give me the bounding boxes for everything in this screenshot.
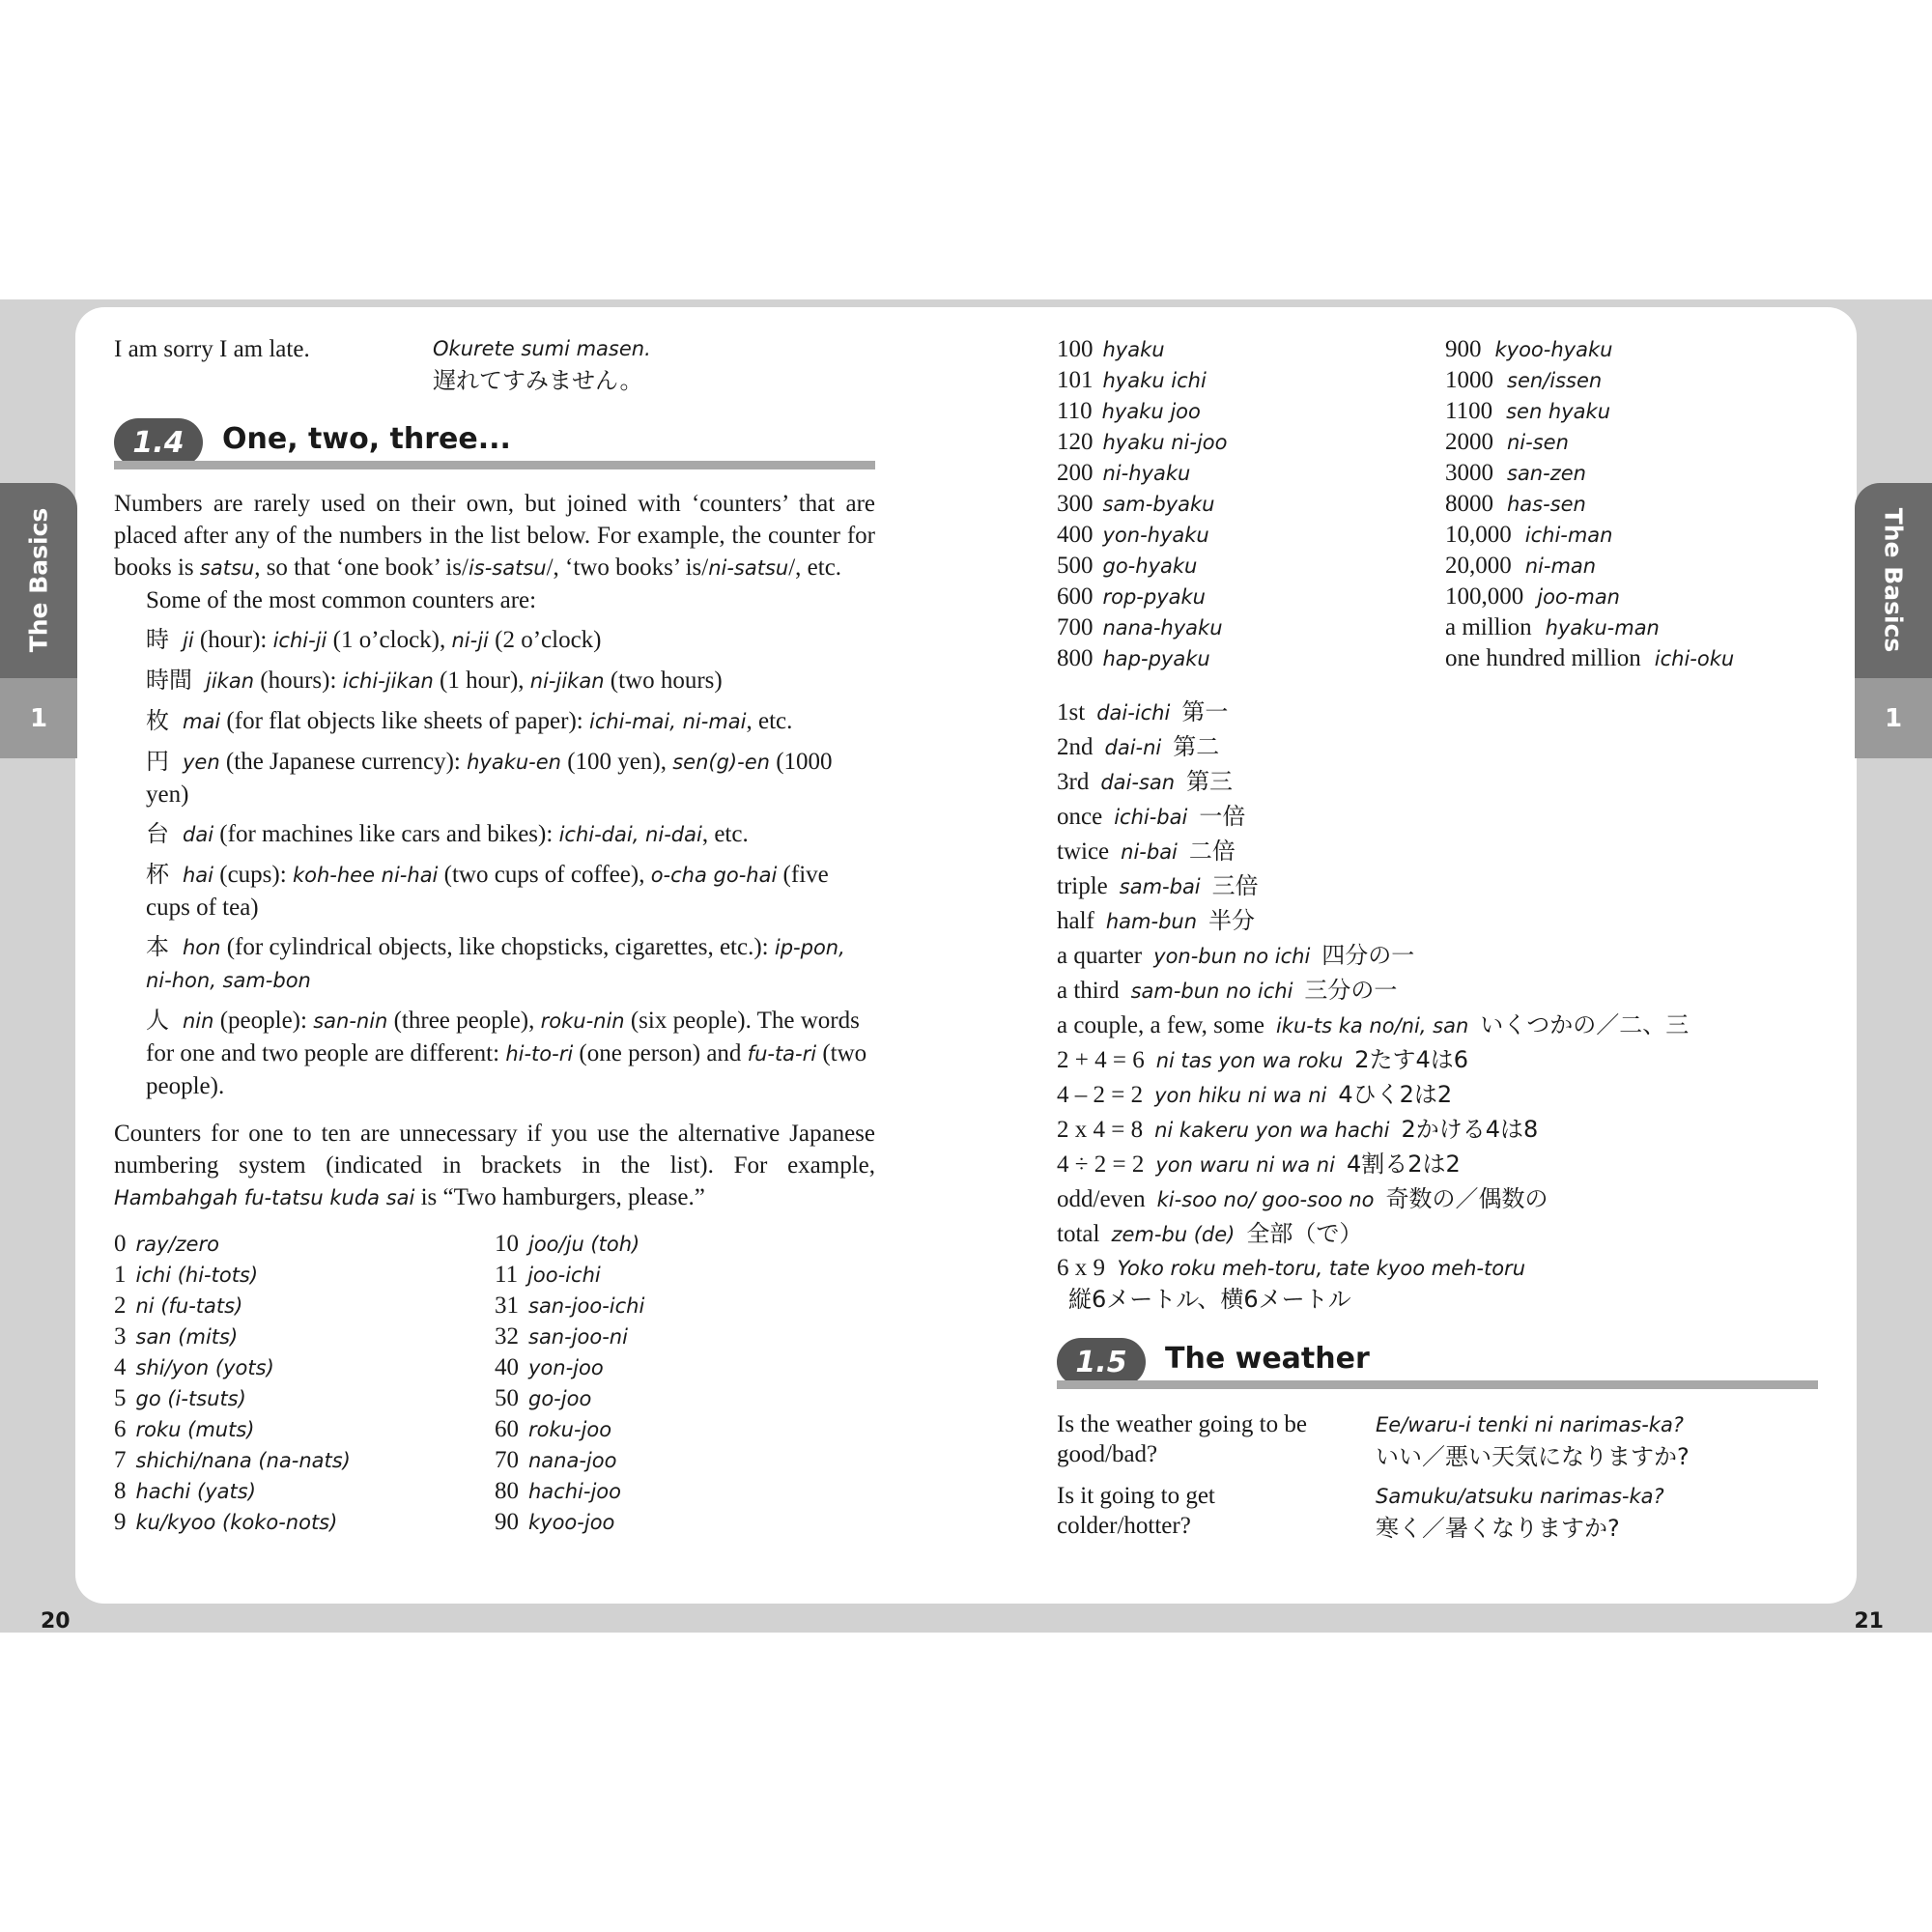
number-value: 400 [1057,522,1094,548]
number-row [1057,426,1445,457]
phrase-romaji: zem-bu (de) [1111,1223,1236,1246]
number-row [495,1413,875,1444]
number-romaji: shi/yon (yots) [135,1356,274,1379]
counter-item: 本 hon (for cylindrical objects, like chopsticks, cigarettes, etc.): ip-pon, ni-hon, sam-bon [146,933,845,992]
number-romaji: ray/zero [135,1233,219,1256]
counter-item: 杯 hai (cups): koh-hee ni-hai (two cups of coffee), o-cha go-hai (five cups of tea) [146,861,829,921]
number-value: 90 [495,1509,519,1535]
phrase-romaji: dai-ichi [1096,701,1171,724]
phrase-romaji: Ee/waru-i tenki ni narimas-ka? [1376,1413,1684,1436]
counter-kanji: 時 [146,626,169,653]
number-romaji: ni-man [1524,554,1597,578]
number-row [1445,426,1820,457]
number-value: 300 [1057,491,1094,517]
phrase-romaji: dai-ni [1104,736,1162,759]
number-row [1057,581,1445,611]
phrase-english: total [1057,1221,1100,1247]
counter-kanji: 杯 [146,861,169,888]
counter-item: 台 dai (for machines like cars and bikes): ichi-dai, ni-dai, etc. [146,820,749,847]
phrase-english: odd/even [1057,1186,1146,1212]
number-row [1445,519,1820,550]
number-romaji: roku-joo [528,1418,612,1441]
number-row [1445,457,1820,488]
number-value: 10,000 [1445,522,1512,548]
number-row [1057,519,1445,550]
number-table-right [1057,333,1820,673]
number-value: 50 [495,1385,519,1411]
number-romaji: hyaku ichi [1102,369,1207,392]
phrase-english: Is the weather going to be good/bad? [1057,1411,1307,1467]
number-romaji: shichi/nana (na-nats) [135,1449,351,1472]
romaji-term: ichi-dai, ni-dai [558,823,702,846]
number-row [1445,642,1820,673]
number-column [1057,333,1445,673]
number-row [1445,395,1820,426]
phrase-romaji: ichi-bai [1114,806,1188,829]
phrase-japanese: 四分の一 [1321,942,1415,969]
counter-item: 人 nin (people): san-nin (three people), roku-nin (six people). The words for one and two people are different: hi-to-ri (one person) and fu-ta-ri (two people). [146,1007,867,1099]
number-value: 101 [1057,367,1094,393]
phrase-english: once [1057,804,1103,830]
number-value: 10 [495,1231,519,1257]
romaji-term: roku-nin [540,1009,625,1033]
number-value: one hundred million [1445,645,1641,671]
chapter-tab-label: The Basics [1879,507,1908,652]
number-value: 60 [495,1416,519,1442]
number-romaji: san-joo-ni [528,1325,628,1349]
number-value: 700 [1057,614,1094,640]
counter-kanji: 本 [146,933,169,960]
phrase-row [1057,975,1820,1009]
phrase-romaji: yon waru ni wa ni [1155,1153,1335,1177]
phrase-english: a third [1057,978,1120,1004]
section-rule [114,461,875,469]
section-title: One, two, three... [222,422,511,456]
phrase-english: 2nd [1057,734,1094,760]
number-romaji: nana-joo [528,1449,617,1472]
number-romaji: sen/issen [1507,369,1603,392]
phrase-english: Is it going to get colder/hotter? [1057,1483,1215,1539]
phrase-row [1057,1079,1820,1114]
phrase-row [1057,836,1820,870]
phrase-japanese: 第一 [1181,698,1229,725]
number-romaji: roku (muts) [135,1418,255,1441]
number-row [1445,550,1820,581]
number-value: 3 [114,1323,127,1350]
romaji-term: ichi-jikan [342,669,434,693]
number-row [495,1321,875,1351]
number-column [1445,333,1820,673]
counters-paragraph: Counters for one to ten are unnecessary if you use the alternative Japanese numbering system (indicated in brackets in the list). For example, Hambahgah fu-tatsu kuda sai is “Two hamburgers, please.” [114,1121,875,1210]
phrase-romaji: Samuku/atsuku narimas-ka? [1376,1485,1664,1508]
phrase-row [1057,1044,1820,1079]
romaji-term: mai [183,710,221,733]
romaji-term: koh-hee ni-hai [292,864,439,887]
number-row [114,1475,495,1506]
phrase-japanese: 寒く／暑くなりますか? [1376,1515,1620,1542]
number-row [114,1413,495,1444]
left-page-column [114,333,875,1537]
number-row [114,1506,495,1537]
phrase-english: 4 ÷ 2 = 2 [1057,1151,1145,1178]
number-value: 1000 [1445,367,1493,393]
number-value: a million [1445,614,1532,640]
number-value: 8 [114,1478,127,1504]
number-romaji: joo/ju (toh) [528,1233,640,1256]
phrase-romaji: ni-bai [1121,840,1178,864]
number-row [1445,488,1820,519]
number-romaji: hachi-joo [528,1480,621,1503]
number-romaji: joo-ichi [527,1264,601,1287]
romaji-term: ni-ji [451,629,489,652]
phrase-row [1057,1114,1820,1149]
romaji-term: ichi-ji [272,629,327,652]
phrase-english: 6 x 9 [1057,1255,1105,1281]
phrase-romaji: ham-bun [1105,910,1198,933]
number-romaji: san-joo-ichi [528,1294,645,1318]
number-value: 800 [1057,645,1094,671]
number-value: 2000 [1445,429,1493,455]
number-column [495,1228,875,1537]
number-row [1057,457,1445,488]
phrase-english: 4 – 2 = 2 [1057,1082,1144,1108]
number-row [1445,581,1820,611]
number-romaji: hyaku [1102,338,1165,361]
number-value: 600 [1057,583,1094,610]
phrase-row [1057,1183,1820,1218]
number-value: 80 [495,1478,519,1504]
phrase-romaji: yon-bun no ichi [1153,945,1311,968]
number-row [495,1475,875,1506]
phrase-row [1057,1218,1820,1253]
number-romaji: joo-man [1537,585,1620,609]
counter-kanji: 枚 [146,707,169,734]
number-row [1057,395,1445,426]
romaji-term: ip-pon, ni-hon, sam-bon [146,936,845,992]
romaji-term: sen(g)-en [672,751,770,774]
number-romaji: san-zen [1507,462,1586,485]
number-romaji: rop-pyaku [1102,585,1206,609]
number-romaji: ku/kyoo (koko-nots) [135,1511,338,1534]
number-value: 500 [1057,553,1094,579]
number-value: 70 [495,1447,519,1473]
phrase-row [1057,940,1820,975]
counter-kanji: 台 [146,820,169,847]
number-romaji: ni (fu-tats) [135,1294,243,1318]
phrase-row [1057,731,1820,766]
phrase-english: half [1057,908,1094,934]
phrase-english: triple [1057,873,1108,899]
phrase-english: 1st [1057,699,1086,725]
phrase-english: a couple, a few, some [1057,1012,1264,1038]
chapter-tab-number: 1 [1855,678,1932,758]
romaji-term: hai [183,864,214,887]
number-romaji: ni-sen [1507,431,1569,454]
number-romaji: ichi-man [1524,524,1613,547]
number-value: 32 [495,1323,519,1350]
phrase-japanese: 奇数の／偶数の [1385,1185,1548,1212]
number-row [114,1228,495,1259]
number-romaji: san (mits) [135,1325,239,1349]
number-row [1057,333,1445,364]
counter-item: 時 ji (hour): ichi-ji (1 o’clock), ni-ji (2 o’clock) [146,626,602,653]
number-romaji: hyaku joo [1101,400,1201,423]
number-value: 9 [114,1509,127,1535]
section-number-badge: 1.5 [1057,1338,1146,1386]
section-rule [1057,1380,1818,1389]
phrase-row [1057,1149,1820,1183]
phrase-english: twice [1057,838,1110,865]
number-value: 7 [114,1447,127,1473]
romaji-term: hon [183,936,221,959]
phrase-english: 2 x 4 = 8 [1057,1117,1144,1143]
number-value: 5 [114,1385,127,1411]
number-row [495,1290,875,1321]
phrase-romaji: Yoko roku meh-toru, tate kyoo meh-toru [1117,1257,1526,1280]
number-romaji: ichi-oku [1654,647,1735,670]
number-value: 1 [114,1262,127,1288]
phrase-japanese: 一倍 [1199,803,1246,830]
phrase-row [1057,696,1820,731]
section-heading [1057,1338,1818,1400]
romaji-term: ji [183,629,194,652]
romaji-term: o-cha go-hai [650,864,778,887]
phrase-japanese: 第三 [1186,768,1234,795]
romaji-term: satsu [199,556,255,580]
number-value: 0 [114,1231,127,1257]
phrase-japanese: 遅れてすみません。 [433,367,643,394]
phrase-japanese: いくつかの／二、三 [1480,1011,1690,1038]
phrase-japanese: 縦6メートル、横6メートル [1068,1286,1351,1313]
number-romaji: go-joo [528,1387,592,1410]
phrase-row [114,333,875,395]
phrase-translation [1376,1481,1664,1545]
number-row [1057,611,1445,642]
number-romaji: ni-hyaku [1102,462,1191,485]
phrase-japanese: 三倍 [1211,872,1259,899]
number-romaji: sen hyaku [1506,400,1611,423]
intro-paragraph: Numbers are rarely used on their own, but joined with ‘counters’ that are placed after any of the numbers in the list below. For example, the counter for books is satsu, so that ‘one book’ is/is-satsu/, ‘two books’ is/ni-satsu/, etc. [114,491,875,581]
phrase-romaji: ki-soo no/ goo-soo no [1156,1188,1375,1211]
number-value: 6 [114,1416,127,1442]
phrase-row [1057,905,1820,940]
number-romaji: hachi (yats) [135,1480,256,1503]
number-romaji: kyoo-joo [528,1511,615,1534]
phrase-japanese: 全部（で） [1246,1220,1363,1247]
page-number-left: 20 [41,1609,71,1634]
romaji-term: dai [183,823,214,846]
chapter-tab-right [1855,483,1932,758]
phrase-japanese: 第二 [1173,733,1220,760]
phrase-romaji: iku-ts ka no/ni, san [1275,1014,1469,1037]
number-romaji: yon-hyaku [1102,524,1209,547]
number-row [114,1259,495,1290]
phrase-row [1057,1009,1820,1044]
number-romaji: has-sen [1507,493,1586,516]
number-value: 100,000 [1445,583,1524,610]
phrase-japanese: 2たす4は6 [1354,1046,1468,1073]
number-value: 2 [114,1293,127,1319]
number-row [1057,642,1445,673]
phrase-japanese: 4ひく2は2 [1338,1081,1453,1108]
counter-item: 円 yen (the Japanese currency): hyaku-en (100 yen), sen(g)-en (1000 yen) [146,748,833,808]
counter-item: 時間 jikan (hours): ichi-jikan (1 hour), ni-jikan (two hours) [146,667,723,694]
number-romaji: hap-pyaku [1102,647,1210,670]
number-row [114,1321,495,1351]
phrase-japanese: 二倍 [1188,838,1236,865]
number-value: 8000 [1445,491,1493,517]
section-heading [114,418,875,480]
number-row [495,1444,875,1475]
number-value: 31 [495,1293,519,1319]
number-row [495,1382,875,1413]
number-row [1445,333,1820,364]
number-romaji: ichi (hi-tots) [135,1264,259,1287]
romaji-term: san-nin [313,1009,388,1033]
phrase-row [1057,801,1820,836]
romaji-term: is-satsu [468,556,547,580]
number-row [1445,611,1820,642]
phrase-japanese: いい／悪い天気になりますか? [1376,1443,1690,1470]
number-row [114,1290,495,1321]
number-romaji: nana-hyaku [1102,616,1223,639]
number-romaji: hyaku ni-joo [1102,431,1228,454]
weather-row [1057,1481,1820,1545]
romaji-term: hyaku-en [467,751,561,774]
counter-kanji: 人 [146,1007,169,1034]
number-value: 110 [1057,398,1093,424]
page-number-right: 21 [1854,1609,1884,1634]
number-row [495,1259,875,1290]
number-romaji: go-hyaku [1102,554,1198,578]
phrase-row [1057,766,1820,801]
chapter-tab-label: The Basics [24,507,53,652]
number-romaji: hyaku-man [1545,616,1660,639]
number-row [114,1382,495,1413]
number-value: 900 [1445,336,1482,362]
phrase-japanese: 三分の一 [1304,977,1398,1004]
phrase-translation [1376,1409,1690,1473]
phrase-english: I am sorry I am late. [114,336,310,362]
romaji-term: fu-ta-ri [747,1042,817,1065]
weather-phrase-list [1057,1409,1820,1545]
phrase-english: 3rd [1057,769,1090,795]
phrase-japanese: 半分 [1208,907,1256,934]
section-number-badge: 1.4 [114,418,203,467]
phrase-romaji: sam-bai [1119,875,1201,898]
number-column [114,1228,495,1537]
number-value: 1100 [1445,398,1493,424]
phrase-english: 2 + 4 = 6 [1057,1047,1145,1073]
romaji-term: ni-jikan [529,669,605,693]
counter-list [114,624,875,1102]
number-romaji: kyoo-hyaku [1494,338,1613,361]
romaji-term: nin [183,1009,214,1033]
number-romaji: sam-byaku [1102,493,1215,516]
number-value: 120 [1057,429,1094,455]
number-value: 20,000 [1445,553,1512,579]
romaji-term: ichi-mai, ni-mai [588,710,747,733]
romaji-term: hi-to-ri [505,1042,574,1065]
chapter-tab-number: 1 [0,678,77,758]
number-value: 11 [495,1262,519,1288]
phrase-japanese: 2かける4は8 [1401,1116,1539,1143]
number-value: 40 [495,1354,519,1380]
counter-kanji: 時間 [146,667,192,694]
number-row [114,1444,495,1475]
number-row [114,1351,495,1382]
number-value: 3000 [1445,460,1493,486]
number-value: 4 [114,1354,127,1380]
number-row [1445,364,1820,395]
number-row [495,1228,875,1259]
section-title: The weather [1165,1342,1370,1376]
romaji-term: ni-satsu [708,556,789,580]
number-row [495,1351,875,1382]
romaji-term: yen [183,751,220,774]
number-value: 100 [1057,336,1094,362]
right-page-column [1057,333,1820,1552]
number-row [1057,488,1445,519]
counter-item: 枚 mai (for flat objects like sheets of paper): ichi-mai, ni-mai, etc. [146,707,793,734]
number-romaji: go (i-tsuts) [135,1387,246,1410]
phrase-list [1057,696,1820,1253]
phrase-row [1057,870,1820,905]
chapter-tab-left [0,483,77,758]
weather-row [1057,1409,1820,1473]
phrase-romaji: ni tas yon wa roku [1155,1049,1344,1072]
romaji-term: Hambahgah fu-tatsu kuda sai [114,1186,415,1209]
intro-paragraph-continued: Some of the most common counters are: [146,587,537,613]
number-table-left [114,1228,875,1537]
number-value: 200 [1057,460,1094,486]
phrase-romaji: ni kakeru yon wa hachi [1154,1119,1390,1142]
phrase-romaji: yon hiku ni wa ni [1154,1084,1327,1107]
phrase-romaji: sam-bun no ichi [1130,980,1293,1003]
phrase-romaji: Okurete sumi masen. [433,337,651,360]
phrase-japanese: 4割る2は2 [1346,1151,1461,1178]
phrase-english: a quarter [1057,943,1143,969]
number-romaji: yon-joo [528,1356,604,1379]
number-row [495,1506,875,1537]
romaji-term: jikan [206,669,255,693]
counter-kanji: 円 [146,748,169,775]
number-row [1057,550,1445,581]
phrase-romaji: dai-san [1100,771,1176,794]
dimensions-row [1057,1253,1820,1315]
number-row [1057,364,1445,395]
